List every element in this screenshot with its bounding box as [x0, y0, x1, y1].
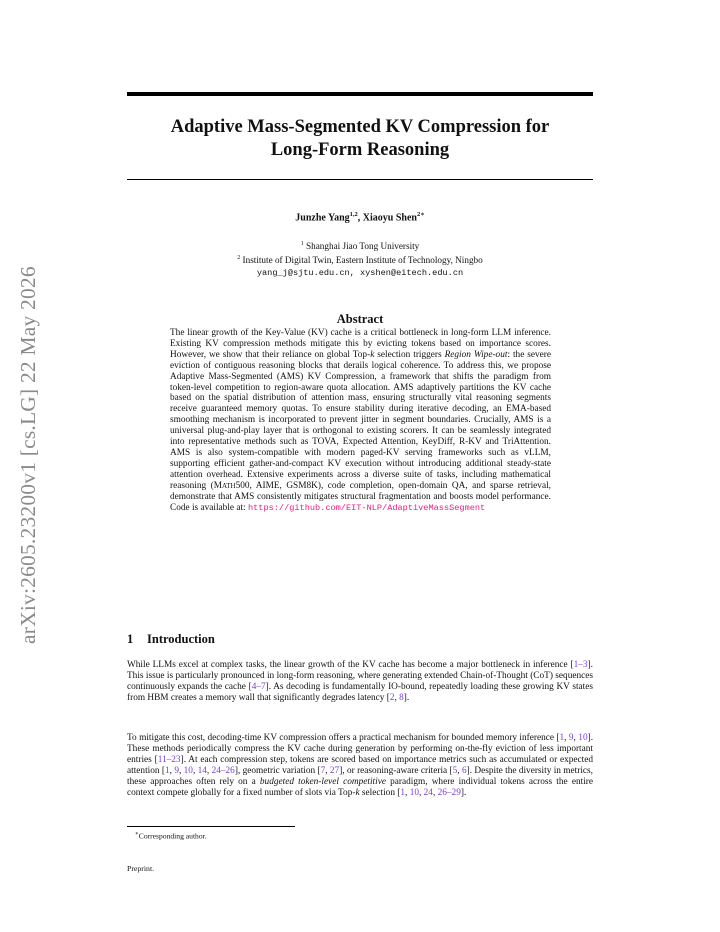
author-emails: yang_j@sjtu.edu.cn, xyshen@eitech.edu.cn [256, 267, 464, 278]
citation-link[interactable]: 1 [559, 733, 565, 743]
abstract-heading: Abstract [336, 312, 384, 326]
affiliation-2 [127, 252, 593, 266]
text-run: ], geometric variation [ [234, 765, 321, 776]
title-line-1: Adaptive Mass-Segmented KV Compression for [170, 117, 550, 137]
text-run: , [325, 765, 330, 776]
text-run: paradigm, where individual tokens across the entire context compete globally for a fixed number of slots via Top- [127, 776, 593, 798]
citation-link[interactable]: 2 [389, 692, 395, 703]
text-run: , [206, 765, 212, 776]
abstract-part: : the severe eviction of contiguous reasoning blocks that derails logical coherence. To address this, we propose Adaptive Mass-Segmented (AMS) KV Compression, a framework that shifts the paradigm from token-level competition to region-aware quota allocation. AMS adaptively partitions the KV cache based on the spatial distribution of attention mass, ensuring structurally vital reasoning segments receive guaranteed memory quotas. To ensure stability during iterative decoding, an EMA-based smoothing mechanism is incorporated to prevent jitter in segment boundaries. Crucially, AMS is a universal plug-and-play layer that is orthogonal to existing scorers. It can be seamlessly integrated into representative methods such as TOVA, Expected Attention, KeyDiff, R-KV and TriAttention. AMS is also system-compatible with modern paged-KV serving frameworks such as vLLM, supporting efficient gather-and-compact KV execution without introducing additional steady-state attention overhead. Extensive experiments across a diverse suite of tasks, including mathematical reasoning ( [170, 349, 551, 491]
citation-link[interactable]: 10 [578, 733, 588, 743]
citation-link[interactable]: 9 [568, 733, 574, 743]
affiliation-2-text: Institute of Digital Twin, Eastern Institute of Technology, Ningbo [242, 255, 483, 266]
citation-link[interactable]: 5 [452, 765, 458, 776]
citation-link[interactable]: 9 [174, 765, 179, 776]
text-run: , [419, 787, 424, 798]
citation-link[interactable]: 11–23 [157, 754, 181, 765]
citation-link[interactable]: 1–3 [573, 660, 588, 670]
arxiv-identifier: arXiv:2605.23200v1 [cs.LG] 22 May 2026 [16, 266, 40, 644]
affiliation-2-mark: 2 [237, 255, 241, 262]
text-k: k [355, 787, 360, 798]
section-title: Introduction [147, 632, 215, 646]
preprint-label: Preprint. [127, 864, 155, 873]
author-separator: , [357, 212, 363, 224]
text-run: , [178, 765, 184, 776]
text-run: To mitigate this cost, decoding-time KV compression offers a practical mechanism for bounded memory inference [ [127, 733, 560, 743]
author-1-affil: 1,2 [349, 211, 358, 218]
section-heading [127, 632, 215, 647]
author-1: Junzhe Yang [295, 212, 350, 224]
affiliation-1-mark: 1 [300, 241, 304, 247]
title-line-2: Long-Form Reasoning [270, 140, 450, 160]
text-run: , [169, 765, 175, 776]
text-run: , [573, 733, 579, 743]
text-run: ]. [460, 787, 467, 798]
footnote [135, 831, 207, 841]
citation-link[interactable]: 24–26 [211, 765, 235, 776]
text-run: , [405, 787, 410, 798]
footnote-mark: ∗ [135, 831, 139, 837]
abstract-emphasis: Region Wipe-out [444, 349, 508, 360]
citation-link[interactable]: 8 [399, 692, 404, 703]
text-run: , [457, 765, 462, 776]
text-run: ]. Despite the diversity in metrics, these approaches often rely on a [127, 765, 593, 787]
text-emphasis: budgeted token-level competitive [259, 776, 386, 787]
abstract-k: k [370, 349, 375, 360]
author-2-affil: 2∗ [416, 211, 425, 218]
abstract-text [170, 328, 551, 513]
text-run: While LLMs excel at complex tasks, the linear growth of the KV cache has become a major bottleneck in inference [ [127, 660, 574, 670]
affiliations [127, 238, 593, 279]
footnote-rule [127, 826, 295, 827]
title-bottom-rule [127, 179, 593, 180]
citation-link[interactable]: 27 [329, 765, 340, 776]
text-run: , [564, 733, 569, 743]
section-number: 1 [127, 632, 134, 646]
code-link[interactable]: https://github.com/EIT-NLP/AdaptiveMassSegment [247, 502, 486, 513]
citation-link[interactable]: 6 [461, 765, 467, 776]
text-run: ]. At each compression step, tokens are scored based on importance metrics such as accumulated or expected attention [ [127, 754, 593, 776]
citation-link[interactable]: 10 [409, 787, 419, 798]
paper-title [127, 116, 593, 162]
abstract-part: The linear growth of the Key-Value (KV) cache is a critical bottleneck in long-form LLM inference. Existing KV compression methods mitigate this by evicting tokens based on importance scores. However, we show that their reliance on global Top- [170, 328, 551, 360]
affiliation-1 [127, 238, 593, 252]
title-top-rule [127, 92, 593, 96]
citation-link[interactable]: 24 [423, 787, 433, 798]
citation-link[interactable]: 10 [183, 765, 193, 776]
intro-paragraph-2 [127, 733, 593, 798]
text-run: ]. [403, 692, 410, 703]
citation-link[interactable]: 14 [197, 765, 207, 776]
footnote-text: Corresponding author. [138, 831, 207, 841]
citation-link[interactable]: 1 [400, 787, 406, 798]
citation-link[interactable]: 4–7 [251, 681, 266, 692]
citation-link[interactable]: 1 [164, 765, 170, 776]
citation-link[interactable]: 26–29 [437, 787, 461, 798]
text-run: ]. These methods periodically compress the KV cache during generation by performing on-the-fly eviction of less important entries [ [127, 733, 594, 765]
text-run: , [192, 765, 198, 776]
text-run: ]. This issue is particularly pronounced in long-form reasoning, where generating extended Chain-of-Thought (CoT) sequences continuously expands the cache [ [127, 660, 593, 692]
text-run: , [432, 787, 438, 798]
citation-link[interactable]: 7 [320, 765, 326, 776]
author-list [127, 210, 593, 223]
abstract-part: , AIME, GSM8K), code completion, open-domain QA, and sparse retrieval, demonstrate that AMS consistently mitigates structural fragmentation and boosts model performance. Code is available at: [170, 480, 551, 513]
text-run: , [394, 692, 400, 703]
intro-paragraph-1 [127, 660, 593, 704]
abstract-part: selection triggers [374, 349, 445, 360]
text-run: ]. As decoding is fundamentally IO-bound, repeatedly loading these growing KV states from HBM creates a memory wall that significantly degrades latency [ [127, 681, 594, 703]
text-run: ], or reasoning-aware criteria [ [339, 765, 453, 776]
affiliation-1-text: Shanghai Jiao Tong University [306, 241, 420, 252]
author-2: Xiaoyu Shen [362, 212, 417, 224]
text-run: selection [ [359, 787, 401, 798]
abstract-math500: Math500 [213, 480, 250, 491]
